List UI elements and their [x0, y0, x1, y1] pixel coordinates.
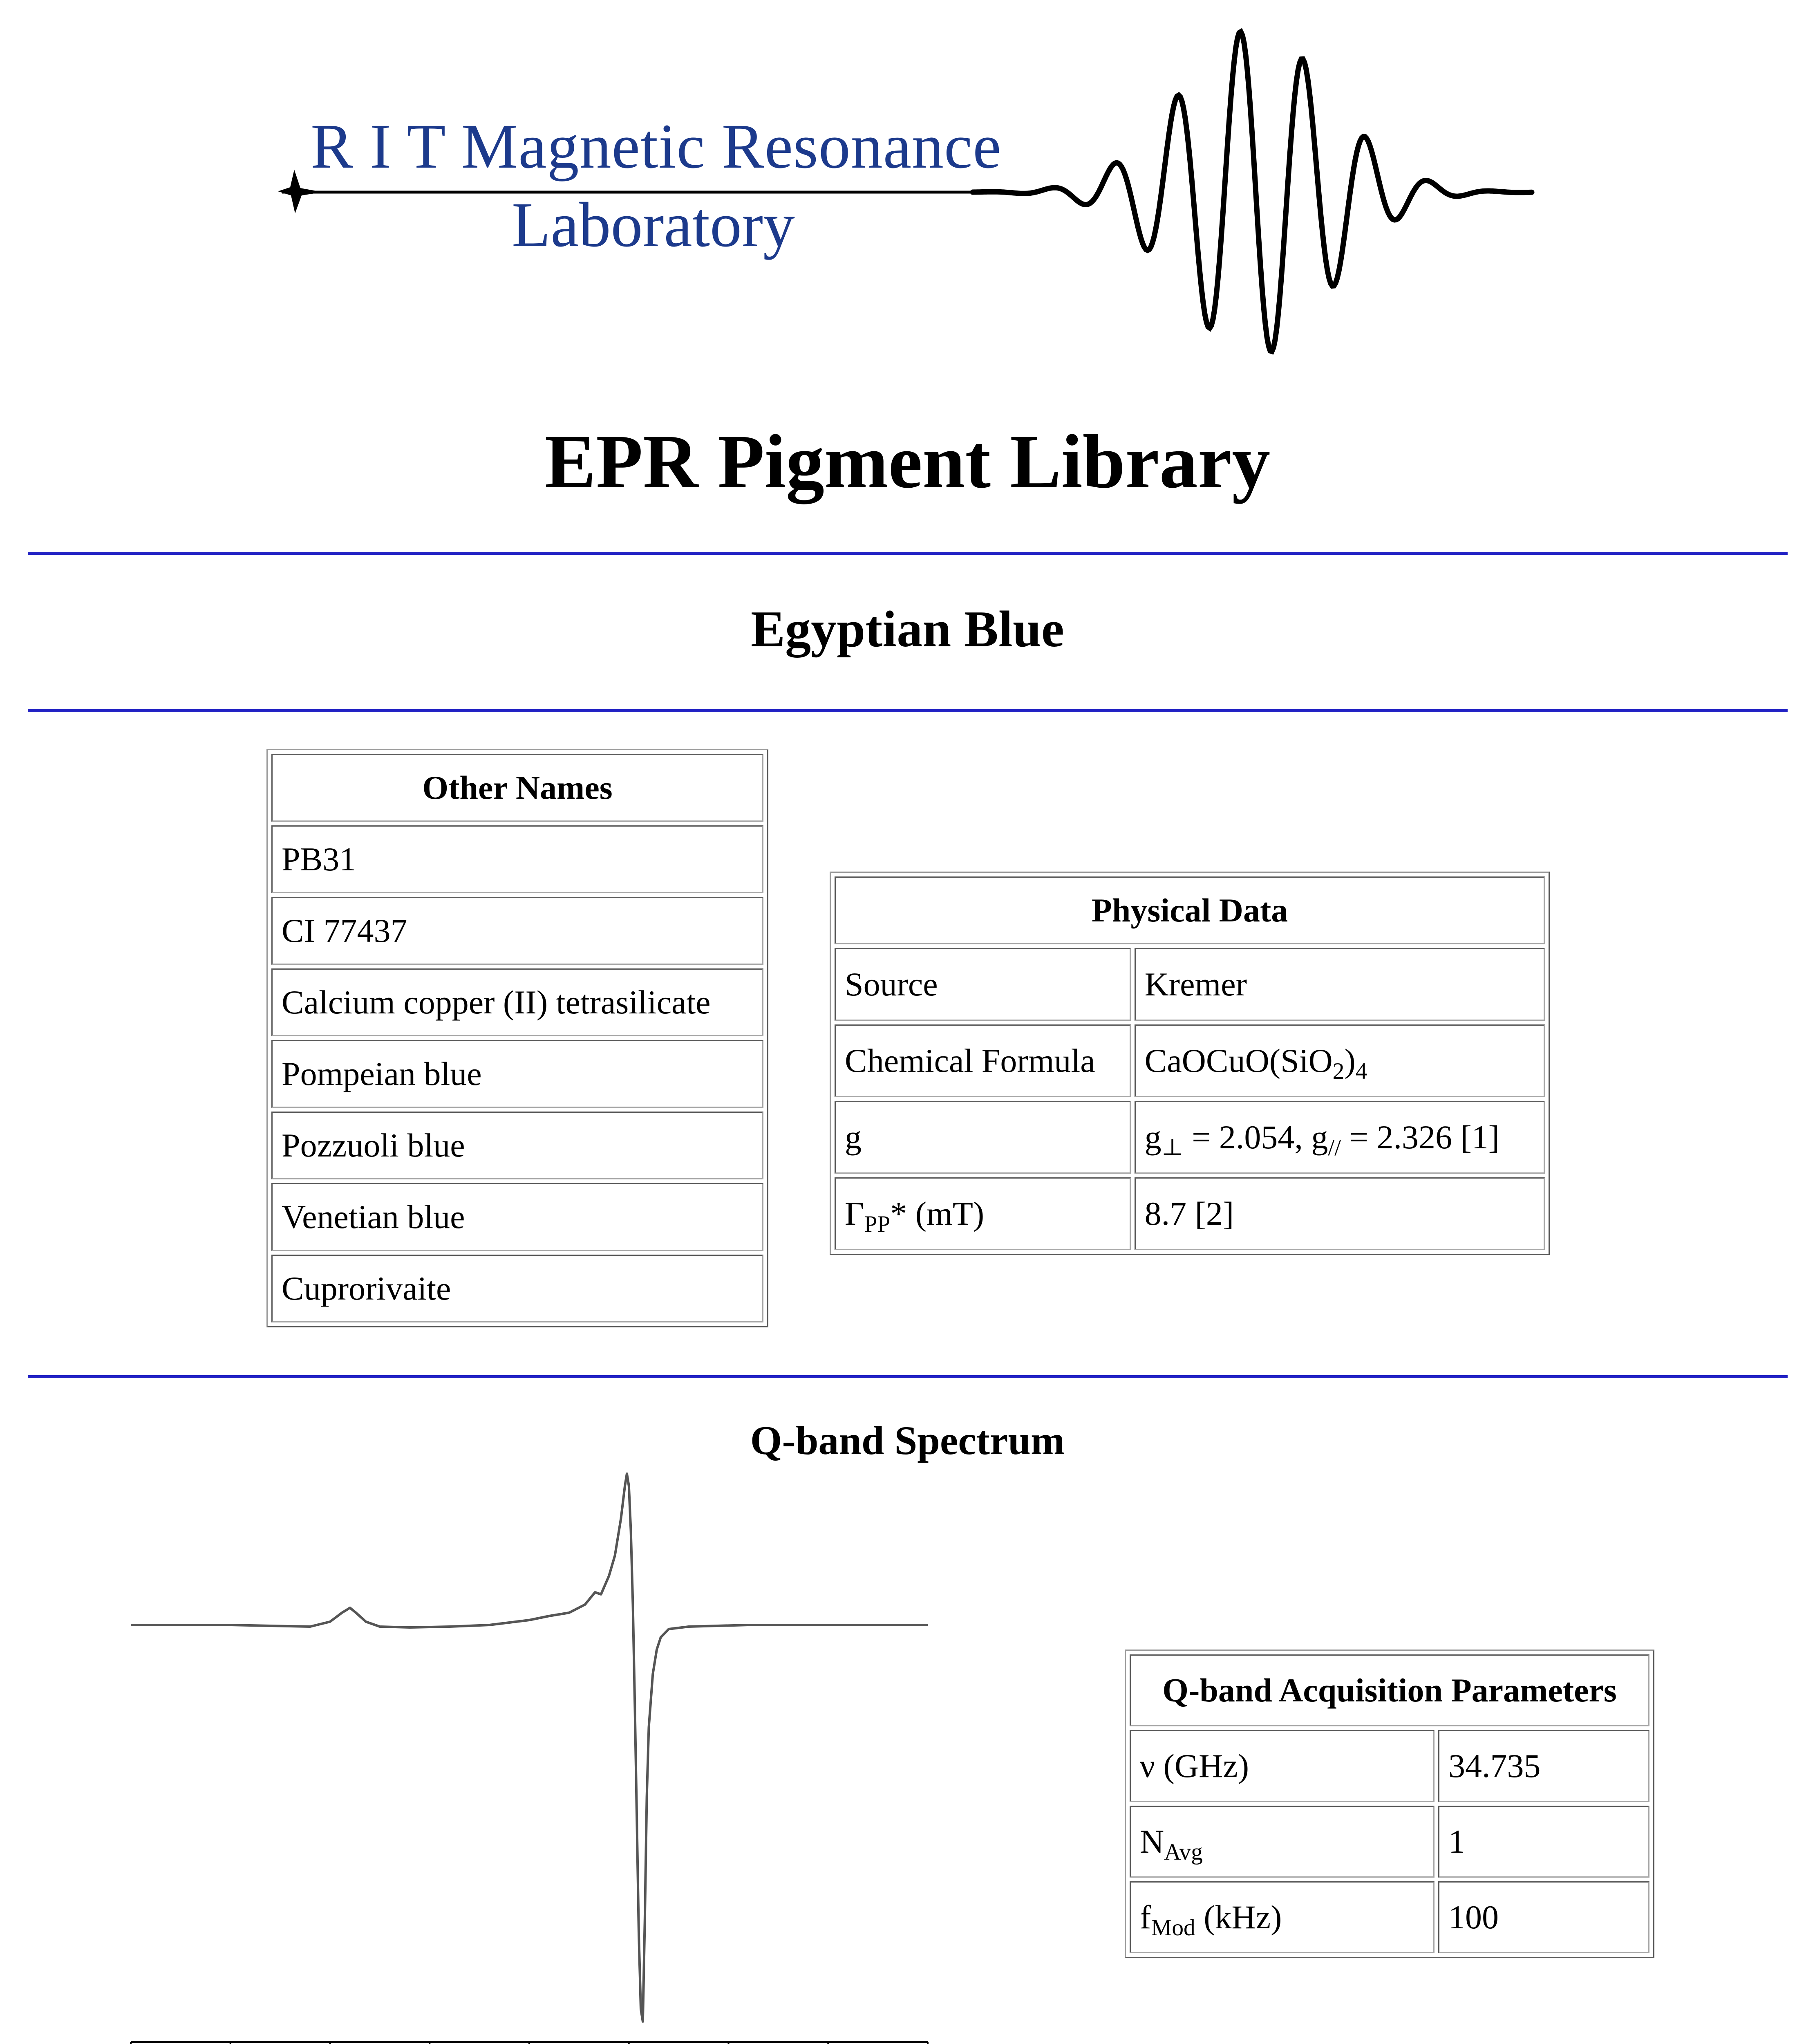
navg-label: $N_{Avg}$ [1130, 1806, 1435, 1878]
formula-value: $CaOCuO(SiO_2)_4$ [1135, 1024, 1545, 1097]
g-label: g [835, 1101, 1131, 1174]
acquisition-header: Q-band Acquisition Parameters [1130, 1654, 1649, 1726]
frequency-value: 34.735 [1438, 1730, 1649, 1802]
g-value: $g_\perp = 2.054$, $g_{//} = 2.326$ [1] [1135, 1101, 1545, 1174]
other-name-item: Pozzuoli blue [271, 1112, 763, 1179]
fmod-value: 100 [1438, 1881, 1649, 1953]
other-name-item: Calcium copper (II) tetrasilicate [271, 968, 763, 1036]
navg-value: 1 [1438, 1806, 1649, 1878]
linewidth-value: 8.7 [2] [1135, 1177, 1545, 1250]
source-label: Source [835, 948, 1131, 1021]
linewidth-label: $\Gamma_{PP}*$ (mT) [835, 1177, 1131, 1250]
other-name-item: Venetian blue [271, 1183, 763, 1251]
pigment-name: Egyptian Blue [751, 601, 1064, 658]
other-name-item: PB31 [271, 825, 763, 893]
other-names-header: Other Names [271, 754, 763, 822]
acquisition-parameters-table [1125, 1650, 1654, 1958]
fmod-label: $f_{Mod}$ (kHz) [1130, 1881, 1435, 1953]
page-title: EPR Pigment Library [544, 419, 1271, 504]
other-name-item: CI 77437 [271, 897, 763, 965]
frequency-label: ν (GHz) [1130, 1730, 1435, 1802]
logo-title-line2: Laboratory [512, 189, 795, 260]
logo-title-line1: R I T Magnetic Resonance [311, 111, 1002, 182]
spectrum-line [131, 1474, 928, 2022]
source-value: Kremer [1135, 948, 1545, 1021]
other-name-item: Cuprorivaite [271, 1255, 763, 1322]
spectrum-title: Q-band Spectrum [750, 1418, 1065, 1463]
physical-data-header: Physical Data [835, 876, 1545, 944]
other-name-item: Pompeian blue [271, 1040, 763, 1108]
formula-label: Chemical Formula [835, 1024, 1131, 1097]
